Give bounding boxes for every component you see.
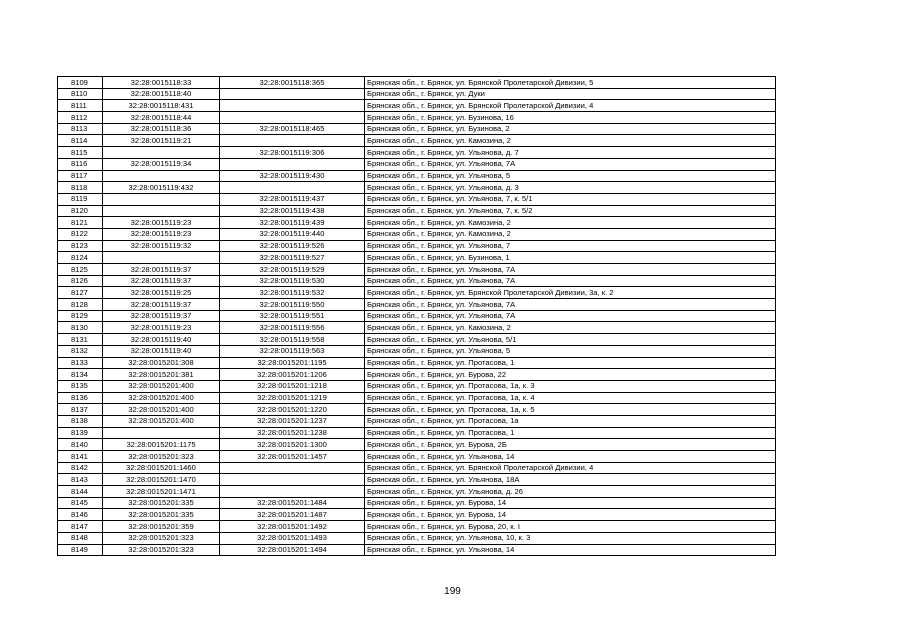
address-cell: Брянская обл., г. Брянск, ул. Протасова, 1а, к. 5 [365, 404, 776, 416]
object-cadastral-number-cell: 32:28:0015119:306 [220, 147, 365, 159]
address-cell: Брянская обл., г. Брянск, ул. Камозина, 2 [365, 135, 776, 147]
table-row [58, 275, 776, 287]
address-cell: Брянская обл., г. Брянск, ул. Ульянова, 7А [365, 158, 776, 170]
address-cell: Брянская обл., г. Брянск, ул. Брянской Пролетарской Дивизии, 4 [365, 100, 776, 112]
object-cadastral-number-cell: 32:28:0015119:532 [220, 287, 365, 299]
page-number: 199 [444, 586, 461, 597]
address-cell: Брянская обл., г. Брянск, ул. Ульянова, 7, к. 5/2 [365, 205, 776, 217]
address-cell: Брянская обл., г. Брянск, ул. Брянской Пролетарской Дивизии, 3а, к. 2 [365, 287, 776, 299]
row-number-cell: 8116 [58, 158, 103, 170]
object-cadastral-number-cell: 32:28:0015119:437 [220, 193, 365, 205]
object-cadastral-number-cell: 32:28:0015201:1487 [220, 509, 365, 521]
address-cell: Брянская обл., г. Брянск, ул. Ульянова, 7А [365, 299, 776, 311]
address-cell: Брянская обл., г. Брянск, ул. Ульянова, 7А [365, 264, 776, 276]
cadastral-number-cell: 32:28:0015118:40 [103, 88, 220, 100]
row-number-cell: 8146 [58, 509, 103, 521]
object-cadastral-number-cell: 32:28:0015118:465 [220, 123, 365, 135]
row-number-cell: 8125 [58, 264, 103, 276]
table-row [58, 264, 776, 276]
row-number-cell: 8130 [58, 322, 103, 334]
row-number-cell: 8119 [58, 193, 103, 205]
table-row [58, 486, 776, 498]
row-number-cell: 8131 [58, 334, 103, 346]
row-number-cell: 8137 [58, 404, 103, 416]
cadastral-number-cell: 32:28:0015119:37 [103, 275, 220, 287]
object-cadastral-number-cell: 32:28:0015119:527 [220, 252, 365, 264]
table-row [58, 205, 776, 217]
object-cadastral-number-cell [220, 462, 365, 474]
row-number-cell: 8139 [58, 427, 103, 439]
object-cadastral-number-cell: 32:28:0015119:438 [220, 205, 365, 217]
table-row [58, 135, 776, 147]
row-number-cell: 8122 [58, 228, 103, 240]
cadastral-number-cell: 32:28:0015119:40 [103, 334, 220, 346]
row-number-cell: 8145 [58, 497, 103, 509]
row-number-cell: 8141 [58, 451, 103, 463]
object-cadastral-number-cell: 32:28:0015201:1493 [220, 532, 365, 544]
address-cell: Брянская обл., г. Брянск, ул. Бурова, 14 [365, 497, 776, 509]
table-row [58, 404, 776, 416]
address-cell: Брянская обл., г. Брянск, ул. Ульянова, 7А [365, 275, 776, 287]
object-cadastral-number-cell: 32:28:0015201:1238 [220, 427, 365, 439]
object-cadastral-number-cell: 32:28:0015119:439 [220, 217, 365, 229]
address-cell: Брянская обл., г. Брянск, ул. Бурова, 14 [365, 509, 776, 521]
table-row [58, 77, 776, 89]
table-row [58, 193, 776, 205]
object-cadastral-number-cell [220, 486, 365, 498]
row-number-cell: 8111 [58, 100, 103, 112]
table-row [58, 497, 776, 509]
table-row [58, 474, 776, 486]
address-cell: Брянская обл., г. Брянск, ул. Ульянова, 5/1 [365, 334, 776, 346]
row-number-cell: 8115 [58, 147, 103, 159]
row-number-cell: 8149 [58, 544, 103, 556]
cadastral-number-cell: 32:28:0015119:21 [103, 135, 220, 147]
table-row [58, 322, 776, 334]
cadastral-number-cell: 32:28:0015201:335 [103, 509, 220, 521]
address-cell: Брянская обл., г. Брянск, ул. Бурова, 22 [365, 369, 776, 381]
cadastral-number-cell [103, 427, 220, 439]
row-number-cell: 8134 [58, 369, 103, 381]
address-cell: Брянская обл., г. Брянск, ул. Ульянова, д. 3 [365, 182, 776, 194]
row-number-cell: 8132 [58, 345, 103, 357]
table-row [58, 158, 776, 170]
row-number-cell: 8147 [58, 521, 103, 533]
table-row [58, 240, 776, 252]
cadastral-number-cell [103, 147, 220, 159]
cadastral-number-cell: 32:28:0015118:33 [103, 77, 220, 89]
address-cell: Брянская обл., г. Брянск, ул. Протасова, 1а, к. 4 [365, 392, 776, 404]
object-cadastral-number-cell: 32:28:0015119:556 [220, 322, 365, 334]
object-cadastral-number-cell [220, 158, 365, 170]
cadastral-number-cell: 32:28:0015201:1460 [103, 462, 220, 474]
address-cell: Брянская обл., г. Брянск, ул. Бузинова, 1 [365, 252, 776, 264]
cadastral-number-cell: 32:28:0015119:25 [103, 287, 220, 299]
address-cell: Брянская обл., г. Брянск, ул. Протасова, 1а [365, 415, 776, 427]
object-cadastral-number-cell [220, 474, 365, 486]
address-cell: Брянская обл., г. Брянск, ул. Протасова, 1а, к. 3 [365, 380, 776, 392]
cadastral-number-cell: 32:28:0015201:400 [103, 404, 220, 416]
object-cadastral-number-cell: 32:28:0015119:529 [220, 264, 365, 276]
address-cell: Брянская обл., г. Брянск, ул. Камозина, 2 [365, 228, 776, 240]
row-number-cell: 8148 [58, 532, 103, 544]
object-cadastral-number-cell: 32:28:0015201:1457 [220, 451, 365, 463]
row-number-cell: 8136 [58, 392, 103, 404]
row-number-cell: 8143 [58, 474, 103, 486]
table-row [58, 345, 776, 357]
table-row [58, 334, 776, 346]
object-cadastral-number-cell [220, 135, 365, 147]
table-row [58, 217, 776, 229]
row-number-cell: 8124 [58, 252, 103, 264]
row-number-cell: 8121 [58, 217, 103, 229]
cadastral-number-cell: 32:28:0015119:23 [103, 322, 220, 334]
table-row [58, 380, 776, 392]
cadastral-number-cell: 32:28:0015201:1175 [103, 439, 220, 451]
row-number-cell: 8120 [58, 205, 103, 217]
cadastral-number-cell: 32:28:0015119:37 [103, 299, 220, 311]
table-row [58, 521, 776, 533]
cadastral-number-cell: 32:28:0015201:359 [103, 521, 220, 533]
cadastral-number-cell [103, 252, 220, 264]
address-cell: Брянская обл., г. Брянск, ул. Ульянова, 18А [365, 474, 776, 486]
table-row [58, 252, 776, 264]
row-number-cell: 8114 [58, 135, 103, 147]
cadastral-number-cell: 32:28:0015201:323 [103, 532, 220, 544]
cadastral-number-cell: 32:28:0015201:335 [103, 497, 220, 509]
address-cell: Брянская обл., г. Брянск, ул. Ульянова, 7 [365, 240, 776, 252]
object-cadastral-number-cell: 32:28:0015201:1220 [220, 404, 365, 416]
row-number-cell: 8118 [58, 182, 103, 194]
object-cadastral-number-cell: 32:28:0015201:1494 [220, 544, 365, 556]
object-cadastral-number-cell: 32:28:0015201:1492 [220, 521, 365, 533]
address-cell: Брянская обл., г. Брянск, ул. Ульянова, 14 [365, 544, 776, 556]
cadastral-number-cell: 32:28:0015119:34 [103, 158, 220, 170]
table-row [58, 544, 776, 556]
table-row [58, 147, 776, 159]
address-cell: Брянская обл., г. Брянск, ул. Протасова, 1 [365, 357, 776, 369]
table-row [58, 299, 776, 311]
object-cadastral-number-cell: 32:28:0015201:1237 [220, 415, 365, 427]
address-cell: Брянская обл., г. Брянск, ул. Ульянова, 10, к. 3 [365, 532, 776, 544]
address-cell: Брянская обл., г. Брянск, ул. Ульянова, 5 [365, 345, 776, 357]
table-row [58, 532, 776, 544]
row-number-cell: 8133 [58, 357, 103, 369]
row-number-cell: 8129 [58, 310, 103, 322]
address-cell: Брянская обл., г. Брянск, ул. Дуки [365, 88, 776, 100]
cadastral-number-cell: 32:28:0015201:323 [103, 544, 220, 556]
object-cadastral-number-cell [220, 100, 365, 112]
address-cell: Брянская обл., г. Брянск, ул. Ульянова, д. 26 [365, 486, 776, 498]
row-number-cell: 8144 [58, 486, 103, 498]
table-row [58, 123, 776, 135]
address-cell: Брянская обл., г. Брянск, ул. Ульянова, 7А [365, 310, 776, 322]
address-cell: Брянская обл., г. Брянск, ул. Протасова, 1 [365, 427, 776, 439]
address-cell: Брянская обл., г. Брянск, ул. Ульянова, д. 7 [365, 147, 776, 159]
address-cell: Брянская обл., г. Брянск, ул. Ульянова, 14 [365, 451, 776, 463]
table-row [58, 392, 776, 404]
row-number-cell: 8117 [58, 170, 103, 182]
row-number-cell: 8113 [58, 123, 103, 135]
cadastral-number-cell: 32:28:0015201:400 [103, 380, 220, 392]
registry-table [57, 76, 776, 556]
row-number-cell: 8138 [58, 415, 103, 427]
object-cadastral-number-cell: 32:28:0015201:1195 [220, 357, 365, 369]
object-cadastral-number-cell: 32:28:0015119:558 [220, 334, 365, 346]
object-cadastral-number-cell: 32:28:0015201:1484 [220, 497, 365, 509]
cadastral-number-cell: 32:28:0015119:432 [103, 182, 220, 194]
table-row [58, 427, 776, 439]
table-row [58, 228, 776, 240]
cadastral-number-cell: 32:28:0015119:40 [103, 345, 220, 357]
cadastral-number-cell: 32:28:0015119:23 [103, 217, 220, 229]
table-row [58, 182, 776, 194]
table-row [58, 439, 776, 451]
table-row [58, 462, 776, 474]
object-cadastral-number-cell: 32:28:0015119:440 [220, 228, 365, 240]
table-row [58, 100, 776, 112]
table-row [58, 369, 776, 381]
cadastral-number-cell: 32:28:0015201:381 [103, 369, 220, 381]
object-cadastral-number-cell: 32:28:0015119:551 [220, 310, 365, 322]
row-number-cell: 8109 [58, 77, 103, 89]
table-row [58, 170, 776, 182]
cadastral-number-cell: 32:28:0015201:400 [103, 392, 220, 404]
cadastral-number-cell: 32:28:0015119:23 [103, 228, 220, 240]
address-cell: Брянская обл., г. Брянск, ул. Камозина, 2 [365, 322, 776, 334]
address-cell: Брянская обл., г. Брянск, ул. Ульянова, 5 [365, 170, 776, 182]
table-row [58, 88, 776, 100]
table-row [58, 310, 776, 322]
object-cadastral-number-cell: 32:28:0015201:1218 [220, 380, 365, 392]
object-cadastral-number-cell: 32:28:0015119:430 [220, 170, 365, 182]
cadastral-number-cell: 32:28:0015201:1470 [103, 474, 220, 486]
object-cadastral-number-cell [220, 112, 365, 124]
row-number-cell: 8112 [58, 112, 103, 124]
cadastral-number-cell: 32:28:0015118:36 [103, 123, 220, 135]
table-row [58, 415, 776, 427]
object-cadastral-number-cell: 32:28:0015119:526 [220, 240, 365, 252]
row-number-cell: 8126 [58, 275, 103, 287]
cadastral-number-cell: 32:28:0015201:400 [103, 415, 220, 427]
row-number-cell: 8127 [58, 287, 103, 299]
cadastral-number-cell: 32:28:0015201:323 [103, 451, 220, 463]
table-row [58, 451, 776, 463]
address-cell: Брянская обл., г. Брянск, ул. Брянской Пролетарской Дивизии, 5 [365, 77, 776, 89]
table-body [58, 77, 776, 556]
cadastral-number-cell: 32:28:0015118:431 [103, 100, 220, 112]
row-number-cell: 8123 [58, 240, 103, 252]
cadastral-number-cell: 32:28:0015201:1471 [103, 486, 220, 498]
cadastral-number-cell [103, 170, 220, 182]
row-number-cell: 8142 [58, 462, 103, 474]
object-cadastral-number-cell: 32:28:0015119:530 [220, 275, 365, 287]
cadastral-number-cell: 32:28:0015119:37 [103, 264, 220, 276]
table-row [58, 112, 776, 124]
cadastral-number-cell: 32:28:0015119:37 [103, 310, 220, 322]
table-row [58, 287, 776, 299]
cadastral-number-cell: 32:28:0015201:308 [103, 357, 220, 369]
address-cell: Брянская обл., г. Брянск, ул. Бузинова, 2 [365, 123, 776, 135]
object-cadastral-number-cell: 32:28:0015119:550 [220, 299, 365, 311]
object-cadastral-number-cell: 32:28:0015118:365 [220, 77, 365, 89]
cadastral-number-cell: 32:28:0015118:44 [103, 112, 220, 124]
object-cadastral-number-cell: 32:28:0015119:563 [220, 345, 365, 357]
object-cadastral-number-cell: 32:28:0015201:1219 [220, 392, 365, 404]
object-cadastral-number-cell [220, 182, 365, 194]
cadastral-number-cell: 32:28:0015119:32 [103, 240, 220, 252]
address-cell: Брянская обл., г. Брянск, ул. Камозина, 2 [365, 217, 776, 229]
row-number-cell: 8140 [58, 439, 103, 451]
address-cell: Брянская обл., г. Брянск, ул. Брянской Пролетарской Дивизии, 4 [365, 462, 776, 474]
object-cadastral-number-cell: 32:28:0015201:1206 [220, 369, 365, 381]
row-number-cell: 8135 [58, 380, 103, 392]
object-cadastral-number-cell: 32:28:0015201:1300 [220, 439, 365, 451]
address-cell: Брянская обл., г. Брянск, ул. Бузинова, 16 [365, 112, 776, 124]
address-cell: Брянская обл., г. Брянск, ул. Бурова, 2Б [365, 439, 776, 451]
address-cell: Брянская обл., г. Брянск, ул. Ульянова, 7, к. 5/1 [365, 193, 776, 205]
table-row [58, 357, 776, 369]
row-number-cell: 8110 [58, 88, 103, 100]
row-number-cell: 8128 [58, 299, 103, 311]
table-row [58, 509, 776, 521]
cadastral-number-cell [103, 205, 220, 217]
object-cadastral-number-cell [220, 88, 365, 100]
address-cell: Брянская обл., г. Брянск, ул. Бурова, 20, к. I [365, 521, 776, 533]
cadastral-number-cell [103, 193, 220, 205]
